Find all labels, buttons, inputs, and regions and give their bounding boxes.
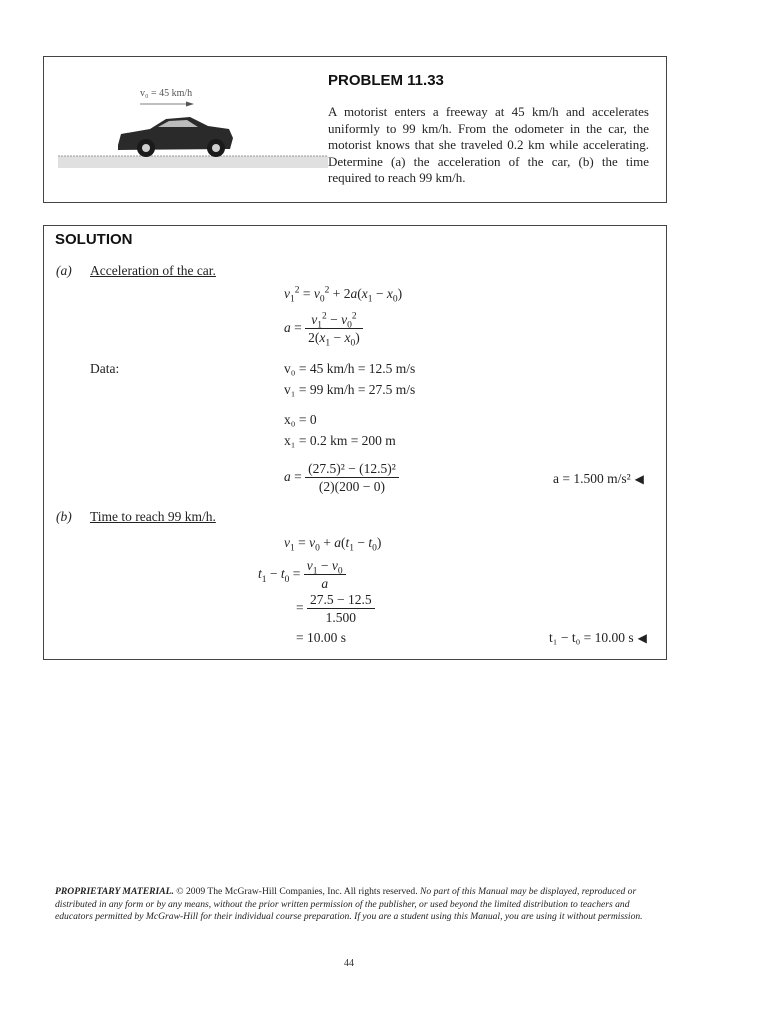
substitution-numerator: (27.5)² − (12.5)² (305, 461, 399, 478)
answer-time: t₁ − t₀ = 10.00 s ◀ (549, 630, 647, 645)
proprietary-label: PROPRIETARY MATERIAL. (55, 886, 174, 897)
permission-text: No part of this Manual may be displayed, reproduced or distributed in any form or by any means, without the prior written permission of the publisher, or used beyond the limited distribution to teachers and educators permitted by McGraw-Hill for their individual course preparation. If you are a student using this Manual, you are using it without permission. (55, 886, 643, 923)
problem-statement: A motorist enters a freeway at 45 km/h and accelerates uniformly to 99 km/h. From the odometer in the car, the motorist knows that she traveled 0.2 km while accelerating. Determine (a) the acceleration of the car, (b) the time required to reach 99 km/h. (328, 104, 649, 185)
equation-time-formula: $t_1 - t_0$ = $\frac{v_1 - v_0}{a}$ (258, 558, 346, 592)
equation-acceleration-substitution: a = $\frac{\text{(27.5)² − (12.5)²}}{(2)(200 - 0)}$ (284, 461, 399, 495)
time-result: = 10.00 s (296, 630, 346, 645)
copyright-text: © 2009 The McGraw-Hill Companies, Inc. All rights reserved. (176, 886, 418, 897)
problem-title: PROBLEM 11.33 (328, 72, 444, 89)
car-illustration (58, 82, 328, 187)
velocity-label: v₀ = 45 km/h (140, 88, 193, 99)
part-b-heading: Time to reach 99 km/h. (90, 509, 216, 524)
equation-velocity-time: $v_1 = v_0 + a(t_1 - t_0)$ (284, 535, 382, 554)
solution-title: SOLUTION (55, 231, 133, 248)
velocity-arrow-head (186, 102, 194, 107)
equation-acceleration-formula: a = $\frac{v_1^2 - v_0^2}{2(x_1 - x_0)}$ (284, 312, 363, 346)
answer-acceleration: a = 1.500 m/s² ◀ (553, 471, 644, 486)
copyright-notice (55, 886, 653, 924)
page-number: 44 (344, 958, 354, 969)
car-figure (58, 82, 328, 187)
part-b-tag: (b) (56, 509, 72, 524)
data-final-velocity: v₁ = 99 km/h = 27.5 m/s (284, 382, 416, 397)
data-label: Data: (90, 361, 120, 376)
road-surface (58, 156, 328, 168)
substitution-denominator: (2)(200 − 0) (318, 479, 386, 494)
part-a-heading: Acceleration of the car. (90, 263, 216, 278)
answer-marker-icon: ◀ (634, 472, 644, 486)
time-numerator: 27.5 − 12.5 (307, 592, 375, 609)
equation-velocity-squared: $v_1^2 = v_0^2 + 2a(x_1 - x_0)$ (284, 285, 403, 305)
data-final-position: x₁ = 0.2 km = 200 m (284, 433, 396, 448)
equation-time-substitution: = $\frac{27.5 - 12.5}{1.500}$ (296, 592, 375, 626)
answer-marker-icon: ◀ (637, 631, 647, 645)
time-denominator: 1.500 (325, 610, 356, 625)
data-initial-position: x₀ = 0 (284, 412, 317, 427)
part-a-tag: (a) (56, 263, 72, 278)
data-initial-velocity: v₀ = 45 km/h = 12.5 m/s (284, 361, 416, 376)
